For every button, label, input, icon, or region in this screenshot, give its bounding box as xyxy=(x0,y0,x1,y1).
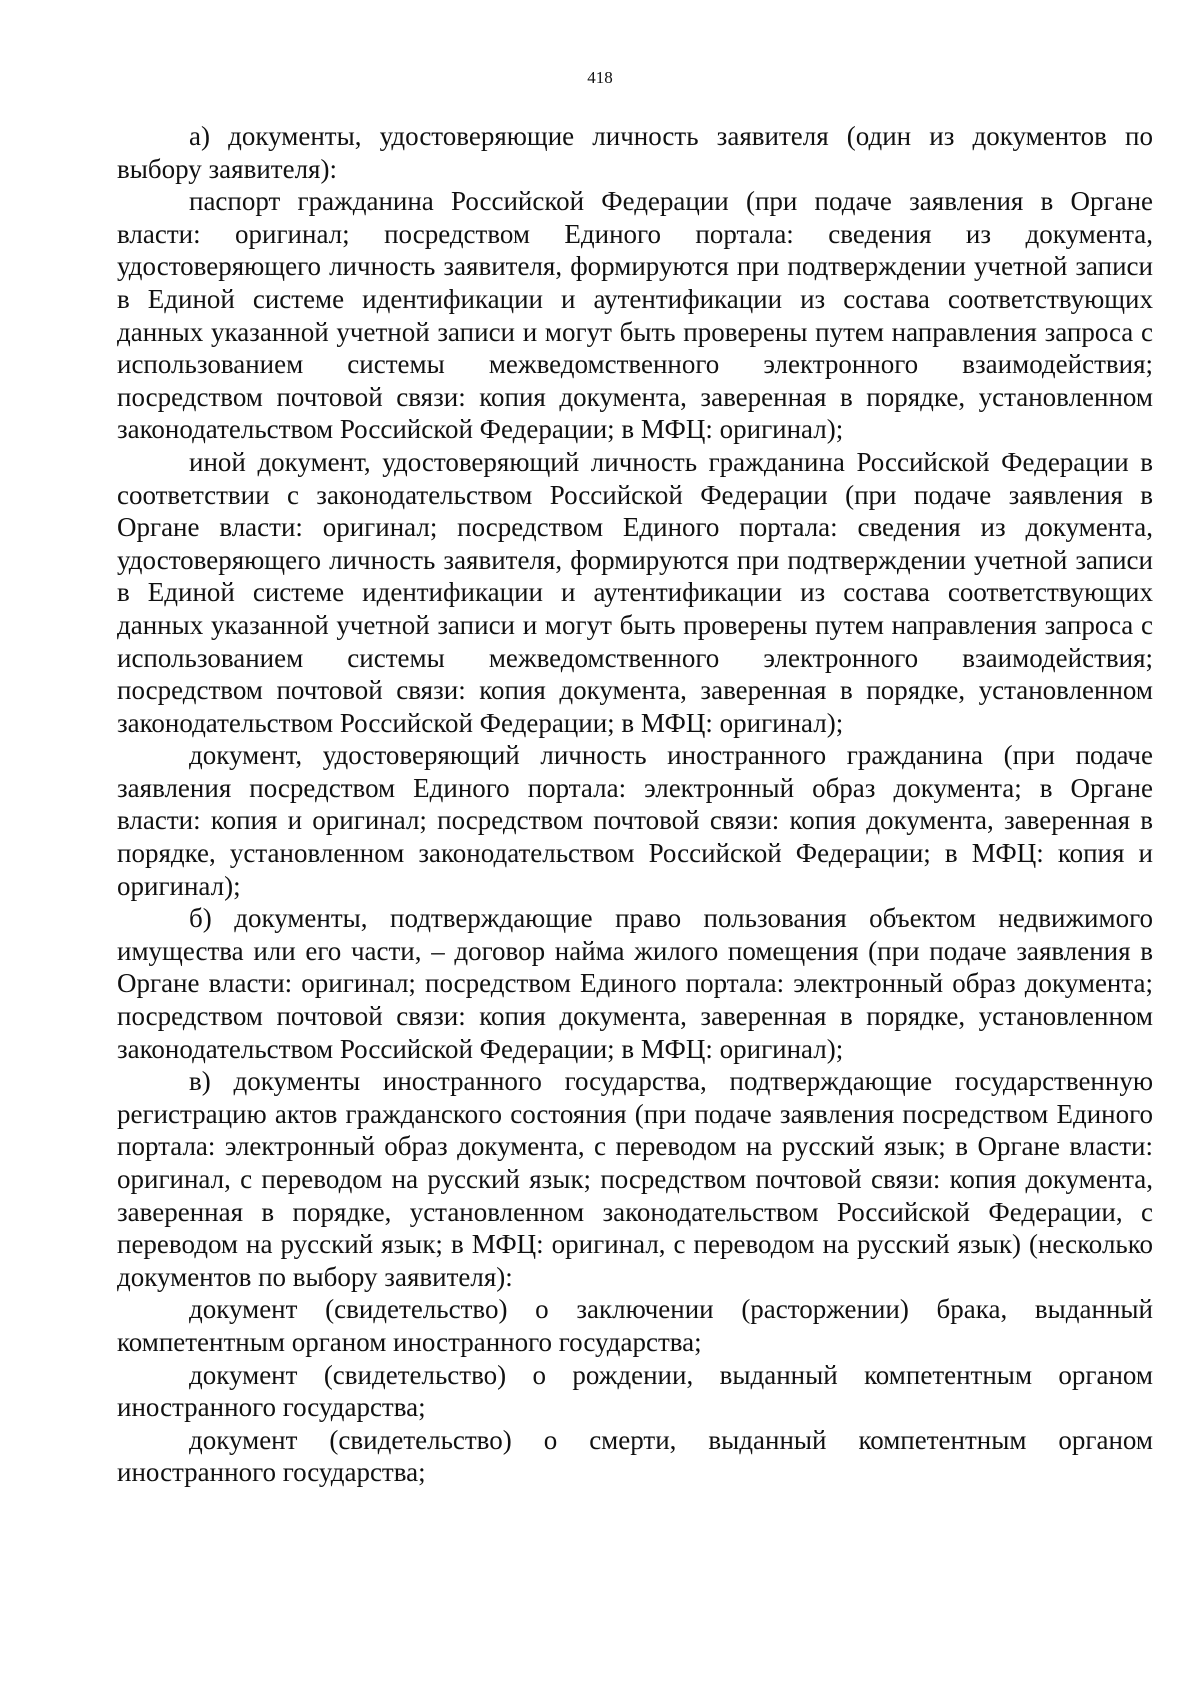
paragraph-birth-certificate: документ (свидетельство) о рождении, выданный компетентным органом иностранного государства; xyxy=(117,1359,1153,1423)
document-body xyxy=(117,120,1153,1489)
paragraph-other-identity-document: иной документ, удостоверяющий личность гражданина Российской Федерации в соответствии с законодательством Российской Федерации (при подаче заявления в Органе власти: оригинал; посредством Единого портала: сведения из документа, удостоверяющего личность заявителя, формируются при подтверждении учетной записи в Единой системе идентификации и аутентификации из состава соответствующих данных указанной учетной записи и могут быть проверены путем направления запроса с использованием системы межведомственного электронного взаимодействия; посредством почтовой связи: копия документа, заверенная в порядке, установленном законодательством Российской Федерации; в МФЦ: оригинал); xyxy=(117,446,1153,738)
paragraph-marriage-certificate: документ (свидетельство) о заключении (расторжении) брака, выданный компетентным органом иностранного государства; xyxy=(117,1294,1153,1357)
paragraph-death-certificate: документ (свидетельство) о смерти, выданный компетентным органом иностранного государства; xyxy=(117,1424,1153,1488)
paragraph-rf-passport: паспорт гражданина Российской Федерации (при подаче заявления в Органе власти: оригинал; посредством Единого портала: сведения из документа, удостоверяющего личность заявителя, формируются при подтверждении учетной записи в Единой системе идентификации и аутентификации из состава соответствующих данных указанной учетной записи и могут быть проверены путем направления запроса с использованием системы межведомственного электронного взаимодействия; посредством почтовой связи: копия документа, заверенная в порядке, установленном законодательством Российской Федерации; в МФЦ: оригинал); xyxy=(117,186,1153,445)
paragraph-identity-documents: а) документы, удостоверяющие личность заявителя (один из документов по выбору заявителя): xyxy=(117,121,1153,184)
page-number: 418 xyxy=(587,68,613,87)
paragraph-foreign-citizen-document: документ, удостоверяющий личность иностранного гражданина (при подаче заявления посредством Единого портала: электронный образ документа; в Органе власти: копия и оригинал; посредством почтовой связи: копия документа, заверенная в порядке, установленном законодательством Российской Федерации; в МФЦ: копия и оригинал); xyxy=(117,740,1153,901)
paragraph-foreign-civil-registration: в) документы иностранного государства, подтверждающие государственную регистрацию актов гражданского состояния (при подаче заявления посредством Единого портала: электронный образ документа, с переводом на русский язык; в Органе власти: оригинал, с переводом на русский язык; посредством почтовой связи: копия документа, заверенная в порядке, установленном законодательством Российской Федерации, с переводом на русский язык; в МФЦ: оригинал, с переводом на русский язык) (несколько документов по выбору заявителя): xyxy=(117,1066,1153,1292)
paragraph-property-use-documents: б) документы, подтверждающие право пользования объектом недвижимого имущества или его части, – договор найма жилого помещения (при подаче заявления в Органе власти: оригинал; посредством Единого портала: электронный образ документа; посредством почтовой связи: копия документа, заверенная в порядке, установленном законодательством Российской Федерации; в МФЦ: оригинал); xyxy=(117,903,1153,1064)
